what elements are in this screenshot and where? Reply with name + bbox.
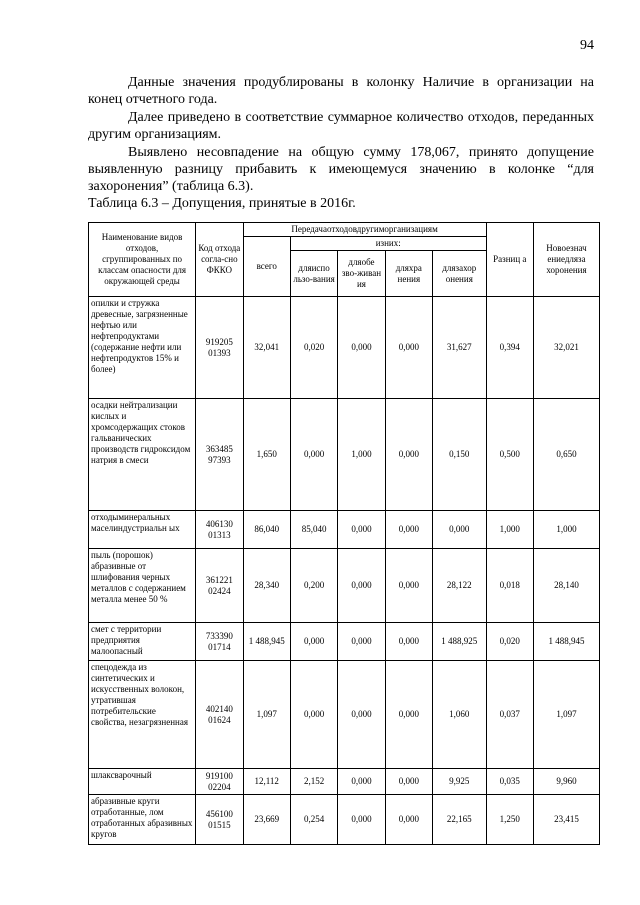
cell-neutr: 1,000 [338, 399, 385, 511]
cell-name: осадки нейтрализации кислых и хромсодержащих стоков гальванических производств гидроксидом натрия в смеси [89, 399, 196, 511]
cell-neutr: 0,000 [338, 795, 385, 845]
cell-total: 1 488,945 [243, 623, 290, 661]
cell-bury: 0,000 [433, 511, 487, 549]
cell-code: 733390 01714 [196, 623, 243, 661]
header-name: Наименование видов отходов, сгруппированных по классам опасности для окружающей среды [89, 223, 196, 297]
cell-store: 0,000 [385, 297, 432, 399]
table-row [89, 795, 600, 845]
cell-store: 0,000 [385, 795, 432, 845]
paragraph-text: Выявлено несовпадение на общую сумму 178,067, принято допущение выявленную разницу прибавить к имеющемуся значению в колонке “для захоронения” (таблица 6.3). [88, 145, 594, 194]
header-diff: Разниц а [486, 223, 533, 297]
cell-store: 0,000 [385, 661, 432, 769]
cell-total: 28,340 [243, 549, 290, 623]
cell-code: 919100 02204 [196, 769, 243, 795]
cell-code: 919205 01393 [196, 297, 243, 399]
cell-diff: 0,500 [486, 399, 533, 511]
table-row [89, 769, 600, 795]
cell-new: 1,000 [533, 511, 599, 549]
header-of-them: изних: [290, 237, 486, 251]
header-transfer-group: Передачаотходовдругиморганизациям [243, 223, 486, 237]
cell-diff: 1,000 [486, 511, 533, 549]
page-number: 94 [580, 38, 594, 53]
table-row [89, 661, 600, 769]
cell-use: 2,152 [290, 769, 337, 795]
cell-code: 406130 01313 [196, 511, 243, 549]
paragraph [88, 74, 594, 108]
cell-diff: 0,018 [486, 549, 533, 623]
cell-diff: 0,394 [486, 297, 533, 399]
header-use: дляиспо льзо-вания [290, 251, 337, 297]
cell-bury: 1 488,925 [433, 623, 487, 661]
cell-total: 12,112 [243, 769, 290, 795]
cell-diff: 0,020 [486, 623, 533, 661]
cell-use: 0,200 [290, 549, 337, 623]
cell-total: 1,097 [243, 661, 290, 769]
table-row [89, 399, 600, 511]
cell-store: 0,000 [385, 549, 432, 623]
header-neutr: дляобе зво-живан ия [338, 251, 385, 297]
cell-diff: 0,035 [486, 769, 533, 795]
header-total: всего [243, 237, 290, 297]
cell-code: 456100 01515 [196, 795, 243, 845]
cell-total: 86,040 [243, 511, 290, 549]
cell-name: абразивные круги отработанные, лом отработанных абразивных кругов [89, 795, 196, 845]
cell-store: 0,000 [385, 623, 432, 661]
cell-total: 1,650 [243, 399, 290, 511]
cell-store: 0,000 [385, 769, 432, 795]
cell-code: 363485 97393 [196, 399, 243, 511]
cell-use: 0,020 [290, 297, 337, 399]
cell-use: 85,040 [290, 511, 337, 549]
cell-use: 0,000 [290, 623, 337, 661]
table-caption: Таблица 6.3 – Допущения, принятые в 2016г. [88, 196, 356, 211]
header-code: Код отхода согла-сно ФККО [196, 223, 243, 297]
cell-neutr: 0,000 [338, 297, 385, 399]
cell-name: спецодежда из синтетических и искусственных волокон, утратившая потребительские свойства, незагрязненная [89, 661, 196, 769]
cell-bury: 28,122 [433, 549, 487, 623]
cell-new: 32,021 [533, 297, 599, 399]
cell-total: 32,041 [243, 297, 290, 399]
cell-neutr: 0,000 [338, 661, 385, 769]
cell-new: 1,097 [533, 661, 599, 769]
paragraph [88, 144, 594, 195]
header-store: дляхра нения [385, 251, 432, 297]
cell-neutr: 0,000 [338, 623, 385, 661]
header-bury: длязахор онения [433, 251, 487, 297]
cell-new: 28,140 [533, 549, 599, 623]
cell-use: 0,000 [290, 399, 337, 511]
cell-neutr: 0,000 [338, 511, 385, 549]
cell-use: 0,000 [290, 661, 337, 769]
header-new: Новоезнач ениедляза хоронения [533, 223, 599, 297]
cell-name: опилки и стружка древесные, загрязненные нефтью или нефтепродуктами (содержание нефти или нефтепродуктов 15% и более) [89, 297, 196, 399]
table-row [89, 511, 600, 549]
cell-bury: 1,060 [433, 661, 487, 769]
cell-code: 402140 01624 [196, 661, 243, 769]
cell-diff: 1,250 [486, 795, 533, 845]
cell-bury: 9,925 [433, 769, 487, 795]
cell-code: 361221 02424 [196, 549, 243, 623]
paragraph-text: Данные значения продублированы в колонку Наличие в организации на конец отчетного года. [88, 75, 594, 107]
cell-total: 23,669 [243, 795, 290, 845]
paragraph-text: Далее приведено в соответствие суммарное количество отходов, переданных другим организациям. [88, 110, 594, 142]
table-row [89, 297, 600, 399]
cell-store: 0,000 [385, 399, 432, 511]
cell-name: отходыминеральных маселиндустриальн ых [89, 511, 196, 549]
cell-new: 23,415 [533, 795, 599, 845]
table-row [89, 623, 600, 661]
cell-neutr: 0,000 [338, 549, 385, 623]
waste-table [88, 222, 600, 845]
paragraph [88, 109, 594, 143]
cell-new: 1 488,945 [533, 623, 599, 661]
cell-new: 9,960 [533, 769, 599, 795]
cell-bury: 31,627 [433, 297, 487, 399]
cell-name: шлаксварочный [89, 769, 196, 795]
cell-bury: 0,150 [433, 399, 487, 511]
table-row [89, 549, 600, 623]
cell-diff: 0,037 [486, 661, 533, 769]
cell-new: 0,650 [533, 399, 599, 511]
cell-use: 0,254 [290, 795, 337, 845]
cell-name: пыль (порошок) абразивные от шлифования черных металлов с содержанием металла менее 50 % [89, 549, 196, 623]
cell-bury: 22,165 [433, 795, 487, 845]
cell-neutr: 0,000 [338, 769, 385, 795]
cell-store: 0,000 [385, 511, 432, 549]
cell-name: смет с территории предприятия малоопасный [89, 623, 196, 661]
